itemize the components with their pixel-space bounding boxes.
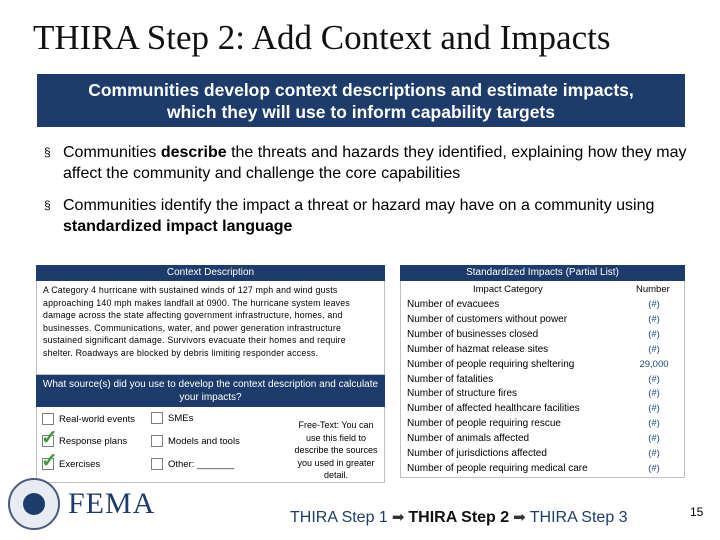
checkmark-icon: ✓ — [41, 427, 58, 449]
table-row — [407, 312, 679, 327]
bullet-emphasis: describe — [160, 144, 227, 161]
step-3-link[interactable]: THIRA Step 3 — [529, 509, 628, 526]
impact-category-header: Impact Category — [473, 284, 543, 295]
checkmark-icon: ✓ — [41, 450, 58, 472]
table-row — [407, 431, 679, 446]
bullet-list — [42, 142, 692, 248]
impact-number-cell[interactable]: (#) — [648, 462, 660, 474]
table-row — [407, 446, 679, 461]
bullet-marker: § — [44, 145, 51, 159]
impact-number-cell[interactable]: (#) — [648, 328, 660, 340]
bullet-text: Communities — [63, 144, 161, 161]
table-row — [407, 386, 679, 401]
sources-question-header: What source(s) did you use to develop the context description and calculate your impacts? — [36, 375, 385, 407]
checkbox[interactable] — [41, 450, 58, 472]
checkbox[interactable] — [41, 427, 58, 449]
page-number: 15 — [690, 505, 704, 519]
impact-number-cell[interactable]: (#) — [648, 299, 660, 310]
table-row — [407, 372, 679, 387]
option-label: SMEs — [168, 412, 194, 424]
step-1-link[interactable]: THIRA Step 1 — [290, 509, 388, 526]
impact-category-cell: Number of affected healthcare facilities — [407, 403, 580, 415]
arrow-right-icon: ➡ — [513, 509, 526, 526]
bullet-text: Communities identify the impact a threat or hazard may have on a community using — [63, 197, 655, 214]
impact-category-cell: Number of people requiring medical care — [407, 462, 588, 474]
checkbox[interactable] — [151, 435, 163, 447]
banner-line-1: Communities develop context descriptions and estimate impacts, — [88, 80, 634, 100]
impact-category-cell: Number of animals affected — [407, 433, 530, 445]
impact-number-cell[interactable]: 29,000 — [639, 358, 669, 370]
table-row — [407, 416, 679, 431]
checkbox[interactable] — [151, 412, 163, 424]
option-real-world-events[interactable] — [42, 413, 135, 425]
impact-category-cell: Number of evacuees — [407, 299, 500, 310]
impact-category-cell: Number of businesses closed — [407, 328, 539, 340]
impact-category-cell: Number of hazmat release sites — [407, 343, 549, 355]
checkbox[interactable] — [151, 458, 163, 470]
option-label: Models and tools — [168, 435, 240, 447]
context-description-text[interactable]: A Category 4 hurricane with sustained winds of 127 mph and wind gusts approaching 140 mph makes landfall at 0900. The hurricane system leaves damage across the state affecting government infrastructure, homes, and businesses. Communications, water, and power generation infrastructure sustained significant damage. Survivors evacuate their homes and require shelter. Roadways are blocked by debris limiting responder access. — [36, 281, 385, 375]
bullet-marker: § — [44, 198, 51, 212]
impact-number-cell[interactable]: (#) — [648, 433, 660, 445]
summary-banner — [37, 74, 685, 127]
dhs-seal-icon — [8, 478, 60, 530]
impact-number-cell[interactable]: (#) — [648, 448, 660, 459]
fema-wordmark: FEMA — [68, 487, 156, 520]
checkbox[interactable] — [42, 413, 54, 425]
impact-category-cell: Number of jurisdictions affected — [407, 448, 547, 459]
bullet-text: the threats and hazards they identified, explaining how they may affect the community and challenge the core capabilities — [63, 144, 687, 182]
bullet-item — [42, 195, 692, 237]
step-2-current[interactable]: THIRA Step 2 — [408, 509, 510, 526]
impact-number-cell[interactable]: (#) — [648, 313, 660, 325]
table-row — [407, 461, 679, 476]
fema-logo — [8, 478, 155, 530]
impact-number-cell[interactable]: (#) — [648, 403, 660, 415]
impacts-header: Standardized Impacts (Partial List) — [400, 265, 685, 281]
banner-line-2: which they will use to inform capability targets — [167, 102, 555, 122]
table-row — [407, 327, 679, 342]
option-label: Real-world events — [59, 413, 136, 425]
bullet-item — [42, 142, 692, 184]
option-label: Other: _______ — [168, 458, 235, 470]
impact-number-cell[interactable]: (#) — [648, 343, 660, 355]
option-smes[interactable] — [151, 412, 193, 424]
impacts-table — [400, 281, 685, 478]
impact-number-cell[interactable]: (#) — [648, 373, 660, 385]
option-models-and-tools[interactable] — [151, 435, 240, 447]
arrow-right-icon: ➡ — [391, 509, 405, 526]
table-row — [407, 401, 679, 416]
option-other[interactable] — [151, 458, 234, 470]
impact-number-cell[interactable]: (#) — [648, 418, 660, 430]
impact-number-cell[interactable]: (#) — [648, 388, 660, 400]
free-text-field[interactable]: Free-Text: You can use this field to describe the sources you used in greater detail. — [294, 420, 378, 480]
impact-category-cell: Number of people requiring sheltering — [407, 358, 575, 370]
impact-category-cell: Number of people requiring rescue — [407, 418, 561, 430]
context-description-header: Context Description — [36, 265, 385, 281]
table-row — [407, 297, 679, 312]
table-row — [407, 357, 679, 372]
impact-category-cell: Number of structure fires — [407, 388, 518, 400]
bullet-emphasis: standardized impact language — [63, 218, 293, 235]
table-row — [407, 342, 679, 357]
option-label: Response plans — [59, 435, 128, 447]
impact-category-cell: Number of customers without power — [407, 313, 568, 325]
number-header: Number — [636, 284, 670, 295]
impact-category-cell: Number of fatalities — [407, 373, 494, 385]
sources-panel — [36, 407, 385, 483]
slide-title: THIRA Step 2: Add Context and Impacts — [33, 18, 611, 57]
option-response-plans[interactable] — [41, 427, 128, 449]
option-exercises[interactable] — [41, 450, 101, 472]
step-navigation — [290, 508, 628, 527]
option-label: Exercises — [59, 458, 101, 470]
